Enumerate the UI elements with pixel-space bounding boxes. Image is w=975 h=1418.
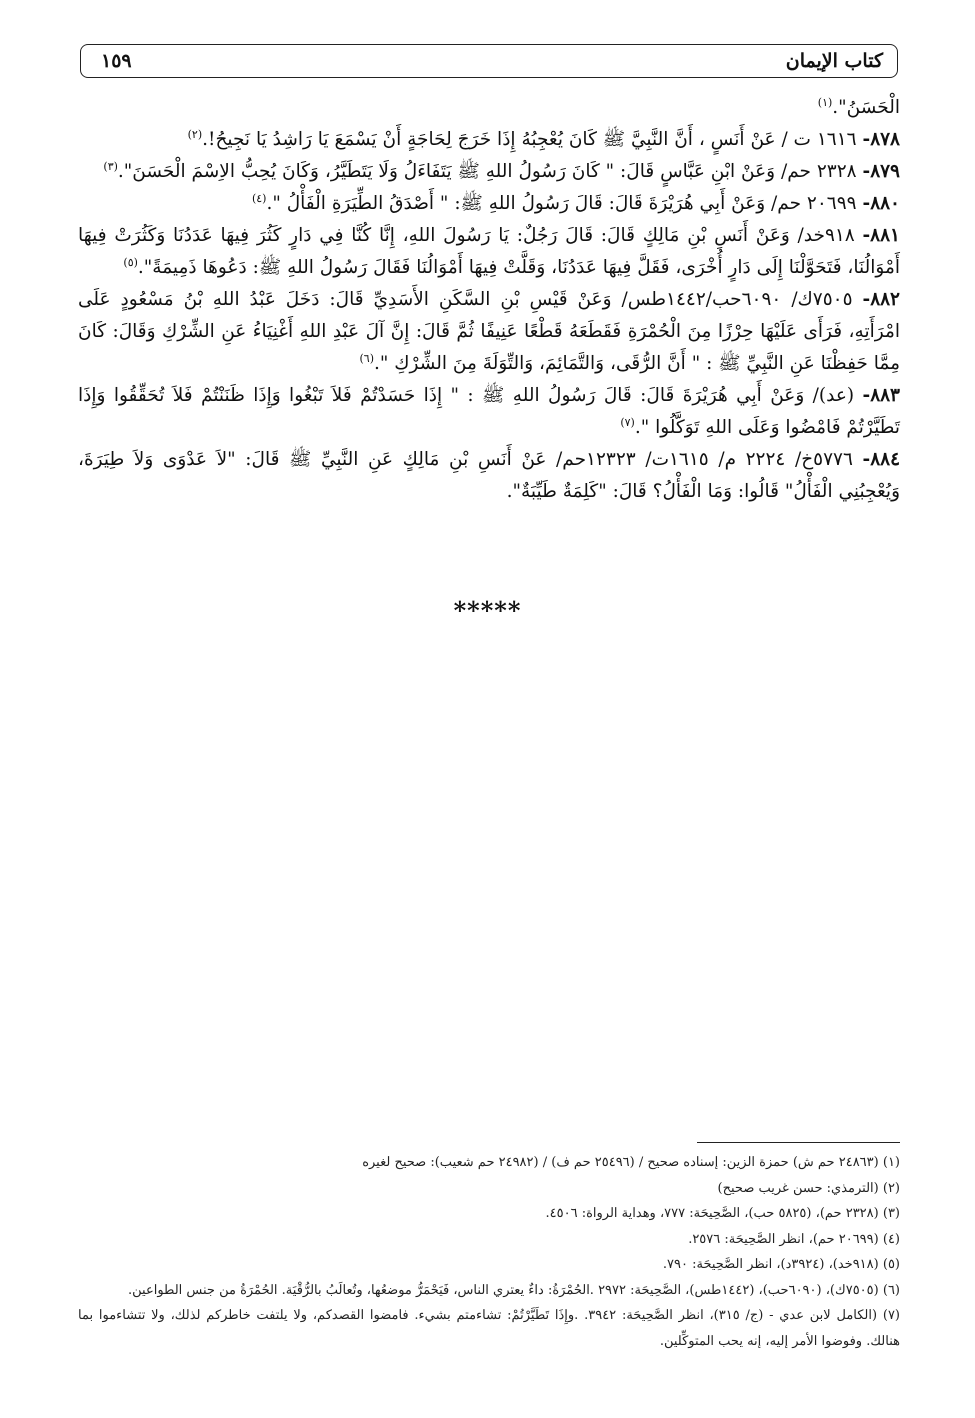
main-text [78,92,900,508]
footnote: (٦) (٧٥٠٥ك)، (٦٠٩٠حب)، (١٤٤٢طس)، الصَّحِيحَة: ٢٩٧٢ .الحُمْرَةُ: داءٌ يعتري الناس، فَيَحْمَرُّ موضعُها، وتُعالَبُ بالرُّقْيَة. الحُمْرَةُ من جنس الطواعين. [128,1282,900,1298]
hadith-text: ٢٠٦٩٩ حم/ وَعَنْ أَبِي هُرَيْرَةَ قَالَ: قَالَ رَسُولُ اللهِ ﷺ: " أَصْدَقُ الطِّيَرَةِ الْفَأْلُ ". [266,193,857,214]
hadith-number: ٨٨٣- [862,385,900,406]
footnote: (٥) (٩١٨خد)، (٣٩٢٤د)، انظر الصَّحِيحَة: ٧٩٠. [662,1257,900,1272]
page-number: ١٥٩ [101,50,132,72]
hadith-text: (عد)/ وَعَنْ أَبِي هُرَيْرَةَ قَالَ: قَالَ رَسُولُ اللهِ ﷺ : " إِذَا حَسَدْتُمْ فَلاَ تَبْغُوا وَإِذَا ظَنَنْتُمْ فَلاَ تُحَقِّقُوا وَإِذَا تَطَيَّرْتُمْ فَامْضُوا وَعَلَى اللهِ تَوَكَّلُوا ". [78,385,900,438]
hadith-number: ٨٨٢- [862,289,900,310]
page-header [80,44,898,78]
hadith-number: ٨٨١- [862,225,900,246]
footnote-ref: (٦) [359,351,375,365]
hadith-text: ٩١٨خد/ وَعَنْ أَنَسِ بْنِ مَالِكٍ قَالَ: قَالَ رَجُلٌ: يَا رَسُولَ اللهِ، إِنَّا كُنَّا فِي دَارٍ كَثُرَ فِيهَا عَدَدُنَا وَكَثُرَتْ فِيهَا أَمْوَالُنَا، فَتَحَوَّلْنَا إِلَى دَارٍ أُخْرَى، فَقَلَّ فِيهَا عَدَدُنَا، وَقَلَّتْ فِيهَا أَمْوَالُنَا فَقَالَ رَسُولُ اللهِ ﷺ: دَعُوهَا ذَمِيمَةً". [78,225,900,278]
hadith-number: ٨٨٤- [862,449,901,470]
hadith-entry [78,124,900,156]
footnote-ref: (٧) [620,415,635,429]
footnote: (٧) (الكامل لابن عدي - (ج/ ٣١٥)، انظر الصَّحِيحَة: ٣٩٤٢. .وإِذَا تَطَيَّرْتُمْ: تشاءمتم بشيء. فامضوا القصدكم، ولا يلتفت خاطركم لذلك، ولا تتشاءموا بما هنالك. وفوضوا الأمر إليه، إنه يحب المتوكِّلين. [78,1308,900,1349]
hadith-entry [78,380,900,444]
hadith-text: ٧٥٠٥ك/ ٦٠٩٠حب/١٤٤٢طس/ وَعَنْ قَيْسِ بْنِ السَّكَنِ الأَسَدِيِّ قَالَ: دَخَلَ عَبْدُ اللهِ بْنُ مَسْعُودٍ عَلَى امْرَأَتِهِ، فَرَأَى عَلَيْهَا حِرْزًا مِنَ الْحُمْرَةِ فَقَطَعَهُ قَطْعًا عَنِيفًا ثُمَّ قَالَ: إِنَّ آلَ عَبْدِ اللهِ أَغْنِيَاءُ عَنِ الشِّرْكِ وَقَالَ: كَانَ مِمَّا حَفِظْنَا عَنِ النَّبِيِّ ﷺ : " أَنَّ الرُّقَى، وَالتَّمَائِمَ، وَالتِّوَلَةَ مِنَ الشِّرْكِ ". [78,289,900,374]
footnote-ref: (٣) [103,159,118,173]
footnote: (٣) (٢٣٢٨ حم)، (٥٨٢٥ حب)، الصَّحِيحَة: ٧٧٧، وهداية الرواة: ٤٥٠٦. [545,1206,900,1221]
hadith-number: ٨٧٨- [862,129,900,150]
footnote-divider [697,1142,900,1143]
hadith-entry [78,444,900,508]
hadith-text: ٢٣٢٨ حم/ وَعَنْ ابْنِ عَبَّاسٍ قَالَ: " كَانَ رَسُولُ اللهِ ﷺ يَتَفَاءَلُ وَلَا يَتَطَيَّرُ، وَكَانَ يُحِبُّ الاِسْمَ الْحَسَنَ". [117,161,857,182]
footnote-ref: (٤) [251,191,267,205]
hadith-text: ٥٧٧٦خ/ ٢٢٢٤ م/ ١٦١٥ت/ ١٢٣٢٣حم/ عَنْ أَنَسِ بْنِ مَالِكٍ عَنِ النَّبِيِّ ﷺ قَالَ: "لاَ عَدْوَى وَلاَ طِيَرَةَ، وَيُعْجِبُنِي الْفَأْلُ" قَالُوا: وَمَا الْفَأْلُ؟ قَالَ: "كَلِمَةٌ طَيِّبَةٌ". [78,449,900,502]
footnote-ref: (٢) [187,127,203,141]
book-title: كتاب الإيمان [785,50,883,72]
footnote: (١) (٢٤٨٦٣ حم ش) حمزة الزين: إسناده صحيح / (٢٥٤٩٦ حم ف) / (٢٤٩٨٢ حم شعيب): صحيح لغيره [362,1155,900,1170]
hadith-number: ٨٨٠- [862,193,900,214]
footnote: (٤) (٢٠٦٩٩ حم)، انظر الصَّحِيحَة: ٢٥٧٦. [688,1231,900,1247]
footnote-ref: (٥) [123,255,138,269]
hadith-entry [78,156,900,188]
footnote-ref: (١) [817,95,833,109]
hadith-number: ٨٧٩- [862,161,900,182]
hadith-text: الْحَسَنُ". [832,97,900,118]
footnotes [78,1150,900,1354]
hadith-entry [78,92,900,124]
hadith-entry [78,188,900,220]
footnote: (٢) (الترمذي: حسن غريب صحيح) [717,1180,900,1196]
hadith-entry [78,284,900,380]
hadith-entry [78,220,900,284]
hadith-text: ١٦١٦ ت / عَنْ أَنَسٍ ، أَنَّ النَّبِيَّ ﷺ كَانَ يُعْجِبُهُ إِذَا خَرَجَ لِحَاجَةٍ أَنْ يَسْمَعَ يَا رَاشِدُ يَا نَجِيحُ!. [202,129,857,150]
section-separator: ***** [453,596,522,625]
